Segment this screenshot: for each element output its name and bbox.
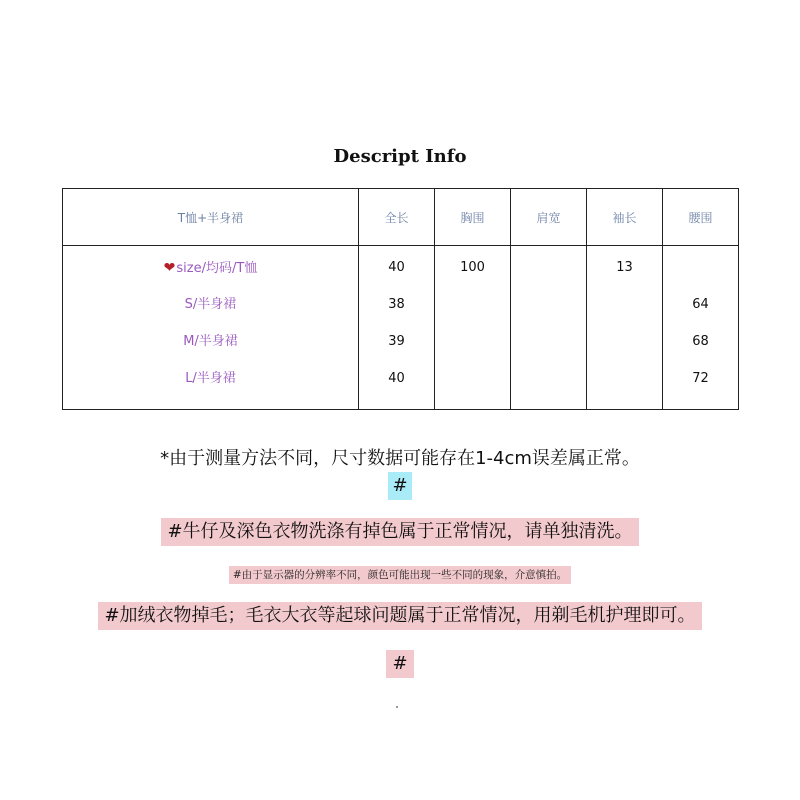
heart-icon: ❤ xyxy=(163,260,176,276)
wool-note xyxy=(0,602,800,630)
header-cell-shoulder: 肩宽 xyxy=(511,189,587,246)
page-title: Descript Info xyxy=(333,146,467,167)
chest-value: 100 xyxy=(460,260,485,275)
display-note xyxy=(0,566,800,584)
table-header-row xyxy=(63,189,739,246)
sleeve-value xyxy=(587,369,662,406)
sleeve-value xyxy=(587,332,662,369)
header-cell-chest: 胸围 xyxy=(435,189,511,246)
header-cell-sleeve: 袖长 xyxy=(587,189,663,246)
waist-column xyxy=(663,246,739,410)
length-value: 40 xyxy=(388,260,405,275)
chest-value xyxy=(435,369,510,406)
table-row xyxy=(63,369,358,406)
hash-line-2 xyxy=(0,650,800,678)
header-cell-set: T恤+半身裙 xyxy=(63,189,359,246)
table-row xyxy=(63,295,358,332)
waist-value: 64 xyxy=(692,297,709,312)
length-value: 39 xyxy=(388,334,405,349)
waist-value: 68 xyxy=(692,334,709,349)
shoulder-value xyxy=(511,258,586,295)
length-value: 40 xyxy=(388,371,405,386)
waist-value xyxy=(663,258,738,295)
chest-value xyxy=(435,295,510,332)
shoulder-column xyxy=(511,246,587,410)
chest-value xyxy=(435,332,510,369)
display-note-text: #由于显示器的分辨率不同，颜色可能出现一些不同的现象，介意慎拍。 xyxy=(229,566,571,584)
length-column xyxy=(359,246,435,410)
hash-mark-cyan: # xyxy=(388,472,411,500)
size-label: L/半身裙 xyxy=(185,371,236,386)
wool-note-text: #加绒衣物掉毛；毛衣大衣等起球问题属于正常情况，用剃毛机护理即可。 xyxy=(98,602,701,630)
size-table xyxy=(62,188,739,410)
size-column xyxy=(63,246,359,410)
shoulder-value xyxy=(511,295,586,332)
table-row xyxy=(63,258,358,295)
table-body-row xyxy=(63,246,739,410)
measurement-note xyxy=(0,444,800,470)
shoulder-value xyxy=(511,369,586,406)
sleeve-value: 13 xyxy=(616,260,633,275)
hash-mark-pink: # xyxy=(386,650,413,678)
measurement-note-text: *由于测量方法不同，尺寸数据可能存在1-4cm误差属正常。 xyxy=(160,448,640,469)
sleeve-value xyxy=(587,295,662,332)
shoulder-value xyxy=(511,332,586,369)
chest-column xyxy=(435,246,511,410)
table-row xyxy=(63,332,358,369)
waist-value: 72 xyxy=(692,371,709,386)
header-cell-waist: 腰围 xyxy=(663,189,739,246)
denim-note xyxy=(0,518,800,546)
length-value: 38 xyxy=(388,297,405,312)
denim-note-text: #牛仔及深色衣物洗涤有掉色属于正常情况，请单独清洗。 xyxy=(161,518,638,546)
header-cell-length: 全长 xyxy=(359,189,435,246)
stray-dot xyxy=(396,706,398,708)
sleeve-column xyxy=(587,246,663,410)
size-label: S/半身裙 xyxy=(184,297,237,312)
size-label: size/均码/T恤 xyxy=(176,261,258,276)
size-label: M/半身裙 xyxy=(183,334,238,349)
hash-line-1 xyxy=(0,472,800,500)
